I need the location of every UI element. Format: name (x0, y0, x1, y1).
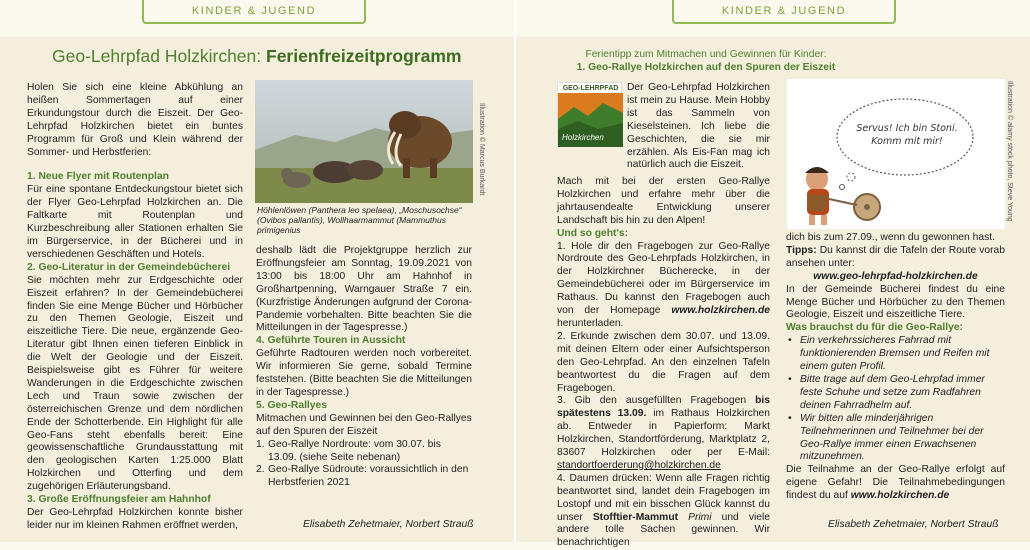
intro-side-text: Der Geo-Lehrpfad Holzkirchen ist mein zu Hause. Mein Hobby ist das Sammeln von Kieselsteinen. Ich liebe die Geschichten, die sie mir erzählen. Als Eis-Fan mag ich natürlich auch die Eiszeit. (627, 82, 770, 171)
right-page (516, 37, 1030, 549)
left-page (0, 37, 514, 542)
mammoth-scene-image (255, 80, 473, 203)
email-link[interactable]: standortfoerderung@holzkirchen.de (557, 459, 721, 471)
homepage-link[interactable]: www.holzkirchen.de (671, 305, 770, 317)
paragraph: Mach mit bei der ersten Geo-Rallye Holzkirchen und erfahre mehr über die jahrtausendealte Entwicklung unserer Landschaft bis hin zu den Alpen! (557, 176, 770, 226)
paragraph: deshalb lädt die Projektgruppe herzlich zur Eröffnungsfeier am Sonntag, 19.09.2021 von 13:00 bis 18:00 Uhr am Hahnhof in Großhartpenning, Warngauer Straße 7 ein. (Kurzfristige Änderungen aufgrund der Corona-Pandemie vorbehalten. Bitte beachten Sie die Mitteilungen in der Tagespresse.) (256, 245, 472, 334)
section-heading: 2. Geo-Literatur in der Gemeindebücherei (27, 261, 231, 273)
requirements-list (786, 335, 1005, 464)
paragraph: Für eine spontane Entdeckungstour bietet sich der Flyer Geo-Lehrpfad Holzkirchen an. Die Faltkarte mit Routenplan und Kurzbeschreibung aller Stationen erhalten Sie im Bürgerservice, in der Bücherei und in verschiedenen Geschäften und Hotels. (27, 184, 243, 260)
paragraph: Mitmachen und Gewinnen bei den Geo-Rallyes auf den Spuren der Eiszeit (256, 412, 472, 437)
list-item: 1. Geo-Rallye Nordroute: vom 30.07. bis 13.09. (siehe Seite nebenan) (256, 438, 441, 463)
stoni-illustration (787, 79, 1005, 229)
paragraph: Geführte Radtouren werden noch vorbereitet. Wir informieren Sie gerne, sobald Termine feststehen. (Bitte beachten Sie die Mitteilungen in der Tagespresse.) (256, 348, 472, 398)
right-header (516, 0, 1030, 37)
geo-lehrpfad-link[interactable]: www.geo-lehrpfad-holzkirchen.de (813, 270, 978, 282)
section-heading: 5. Geo-Rallyes (256, 399, 327, 411)
paragraph: In der Gemeinde Bücherei findest du eine Menge Bücher und Hörbücher zu den Themen Geologie, Eiszeit und eiszeitliche Tiere. (786, 283, 1005, 321)
section-tab-right: KINDER & JUGEND (672, 0, 896, 24)
paragraph: Der Geo-Lehrpfad Holzkirchen konnte bisher leider nur im kleinen Rahmen eröffnet werden, (27, 507, 243, 531)
section-heading: Und so geht's: (557, 227, 629, 239)
section-heading: 4. Geführte Touren in Aussicht (256, 335, 406, 347)
left-column-2 (256, 245, 472, 490)
holzkirchen-link[interactable]: www.holzkirchen.de (850, 490, 950, 502)
step-3: 3. Gib den ausgefüllten Fragebogen bis spätestens 13.09. im Rathaus Holzkirchen ab. Entweder in Papierform: Markt Holzkirchen, Standortförderung, Marktplatz 2, 83607 Holzkirchen oder per E-Mail: standortfoerderung@holzkirchen.de (557, 395, 771, 471)
logo-text-bottom: Holzkirchen (562, 133, 604, 142)
paragraph: Sie möchten mehr zur Erdgeschichte oder Eiszeit erfahren? In der Gemeindebücherei finden Sie eine Menge Bücher und Hörbücher zu den Themen Geologie, Eiszeit und eiszeitliche Tiere. Die neue, ergänzende Geo-Literatur gibt Ihnen einen tieferen Einblick in die Welt der Geologie und der Eiszeit. Beispielsweise gibt es Führer für weitere Wanderungen in die Erdgeschichte zwischen Lech und Traun sowie zwischen der österreichischen Grenze und dem nördlichen Ende der Schotterbende. Ein Highlight für alle Geo-Fans steht ebenfalls bereit: Eine geowissenschaftliche Grundausstattung mit den geologischen Karten 1:25.000 Blatt Holzkirchen und Otterfing und dem zugehörigen Erläuterungsband. (27, 274, 243, 493)
list-item: • Wir bitten alle minderjährigen Teilnehmerinnen und Teilnehmer bei der Geo-Rallye immer einen Erwachsenen mitzunehmen. (786, 413, 1005, 465)
left-column-1 (27, 82, 243, 533)
section-heading: 1. Neue Flyer mit Routenplan (27, 171, 169, 183)
right-heading-2: 1. Geo-Rallye Holzkirchen auf den Spuren der Eiszeit (576, 62, 836, 73)
rallye-list (256, 439, 472, 491)
stoni-character-image (787, 79, 1005, 229)
right-column-2 (786, 232, 1005, 503)
author-signature: Elisabeth Zehetmaier, Norbert Strauß (303, 519, 474, 530)
author-signature: Elisabeth Zehetmaier, Norbert Strauß (828, 519, 999, 530)
intro-paragraph: Holen Sie sich eine kleine Abkühlung an heißen Sommertagen auf einer Erkundungstour durch die Eiszeit. Der Geo-Lehrpfad Holzkirchen bietet ein buntes Programm für Groß und Klein während der Sommer- und Herbstferien: (27, 82, 243, 158)
illustration-credit: Illustration © alamy stock photo, Steve Young (1006, 81, 1013, 222)
right-heading-1: Ferientipp zum Mitmachen und Gewinnen für Kinder: (585, 49, 827, 60)
closing-paragraph: Die Teilnahme an der Geo-Rallye erfolgt auf eigene Gefahr! Die Teilnahmebedingungen findest du auf www.holzkirchen.de (786, 464, 1005, 502)
tip-paragraph: Tipps: Du kannst dir die Tafeln der Route vorab ansehen unter: (786, 244, 1005, 269)
list-item: • Bitte trage auf dem Geo-Lehrpfad immer feste Schuhe und setze zum Radfahren deinen Fahrradhelm auf. (786, 374, 1005, 413)
photo-caption: Höhlenlöwen (Panthera leo spelaea), „Moschusochse“ (Ovibos pallantis), Wollhaarmammut (Mammuthus primigenius (257, 205, 462, 235)
section-heading: Was brauchst du für die Geo-Rallye: (786, 322, 963, 334)
section-tab-left: KINDER & JUGEND (142, 0, 366, 24)
photo-credit: Illustration © Marcus Burkardt (478, 103, 485, 196)
section-heading: 3. Große Eröffnungsfeier am Hahnhof (27, 494, 211, 506)
geo-lehrpfad-logo (557, 82, 622, 146)
right-column-1 (557, 176, 770, 550)
step-1: 1. Hole dir den Fragebogen zur Geo-Rallye Nordroute des Geo-Lehrpfads Holzkirchen, in der Holzkirchner Bücherecke, in der Gemeindebücherei oder im Bürgerservice im Rathaus. Du kannst den Fragebogen auch von der Homepage www.holzkirchen.de herunterladen. (557, 240, 770, 329)
step-2: 2. Erkunde zwischen dem 30.07. und 13.09. mit deinen Eltern oder einer Aufsichtsperson den Geo-Lehrpfad. An den einzelnen Tafeln beantwortest du die Fragen auf dem Fragebogen. (557, 330, 770, 394)
list-item: 2. Geo-Rallye Südroute: voraussichtlich in den Herbstferien 2021 (256, 464, 469, 489)
paragraph: dich bis zum 27.09., wenn du gewonnen hast. (786, 232, 995, 243)
left-header (0, 0, 514, 37)
page-title: Geo-Lehrpfad Holzkirchen: Ferienfreizeitprogramm (52, 46, 462, 66)
ice-age-animals-illustration (255, 80, 473, 203)
logo-text-top: GEO-LEHRPFAD (562, 85, 619, 92)
list-item: • Ein verkehrssicheres Fahrrad mit funktionierenden Bremsen und Reifen mit einem guten Profil. (786, 335, 1005, 374)
speech-bubble: Servus! Ich bin Stoni. Komm mit mir! (856, 123, 958, 147)
step-4: 4. Daumen drücken: Wenn alle Fragen richtig beantwortet sind, landet dein Fragebogen im Lostopf und mit ein bisschen Glück kannst du unser Stofftier-Mammut Primi und viele andere tolle Sachen gewinnen. Wir benachrichtigen (557, 472, 770, 549)
